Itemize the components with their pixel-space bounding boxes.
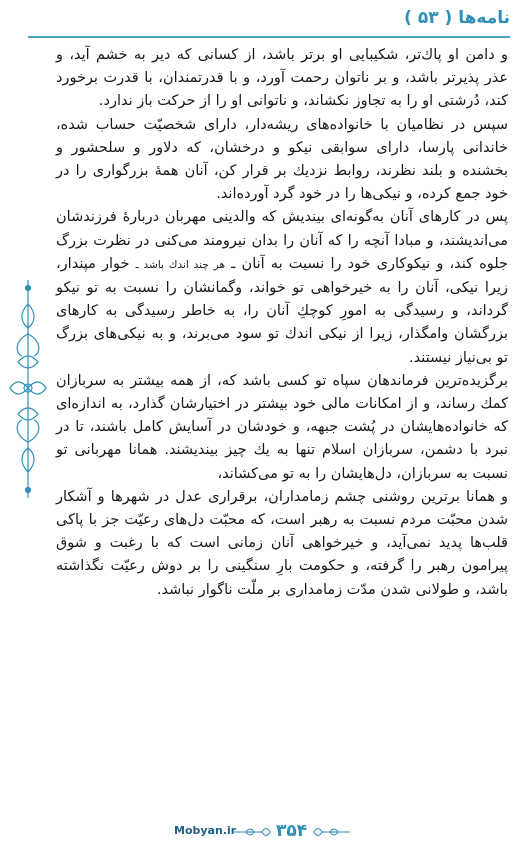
body-text (56, 44, 508, 602)
paragraph-text: خوار مپندار، زيرا نيكی، آنان را به خيرخواهی تو خواند، وگمانشان را نسبت به تو نيكو گرداند، و رسيدگی به امورِ كوچكِ آنان را، به خاطر رسيدگی به كارهای بزرگشان وامگذار، زيرا از نيكی اندك تو سود می‌برند، و به نيكی‌های بزرگ تو بی‌نياز نيستند. (56, 255, 508, 366)
paragraph: سپس در نظاميان با خانواده‌های ريشه‌دار، دارای شخصيّت حساب شده، خاندانی پارسا، دارای سوابقی نيكو و درخشان، كه دلاور و سلحشور و بخشنده و بلند نظرند، روابط نزديك بر قرار كن، آنان همهٔ بزرگواری را در خود جمع كرده، و نيكی‌ها را در خود گرد آورده‌اند. (56, 116, 508, 203)
site-watermark: Mobyan.ir (174, 824, 237, 837)
page-number: ۳۵۴ (276, 821, 308, 841)
scroll-flourish-icon (232, 821, 272, 843)
paragraph: و همانا برترين روشنی چشم زمامداران، برقراری عدل در شهرها و آشكار شدن محبّت مردم نسبت به رهبر است، كه محبّت دل‌های رعيّت جز با پاكی قلب‌ها پديد نمی‌آيد، و خيرخواهی آنان زمانی است كه با رغبت و شوق پيرامون رهبر را گرفته، و حكومت بارِ سنگينی را بر دوش رعيّت نگذاشته باشد، و طولانی شدن مدّت زمامداری بر ملّت ناگوار نباشد. (56, 488, 508, 598)
scroll-flourish-icon (312, 821, 352, 843)
paragraph (56, 206, 508, 369)
page-header (28, 6, 510, 38)
paragraph: و دامن او پاك‌تر، شكيبايی او برتر باشد، از كسانی كه دير به خشم آيد، و عذر پذيرتر باشد، و بر ناتوان رحمت آورد، و با قدرتمندان، با قدرت برخورد كند، دُرشتی او را به تجاوز نكشاند، و ناتوانی او را از حركت باز ندارد. (56, 47, 508, 110)
paragraph-text: پس در كارهای آنان به‌گونه‌ای بينديش كه والدينی مهربان دربارهٔ فرزندشان می‌انديشند، و مبادا آنچه را كه آنان را بدان نيرومند می‌كنی در نظرت بزرگ جلوه كند، و نيكوكاری خود را نسبت به آنان ـ (56, 209, 509, 272)
floral-arabesque-ornament-icon (6, 278, 50, 500)
parenthetical-note: هر چند اندك باشد ـ (135, 258, 226, 271)
paragraph: برگزيده‌ترين فرماندهان سپاه تو كسی باشد كه، از همه بيشتر به سربازان كمك رساند، و از امكانات مالی خود بيشتر در اختيارشان گذارد، به اندازه‌ای كه خانواده‌هايشان در پُشت جبهه، و خودشان در آسايش كامل باشند، تا در نبرد با دشمن، سربازان اسلام تنها به يك چيز بينديشند. همانا مهربانی تو نسبت به سربازان، دل‌هايشان را به تو می‌كشاند، (56, 372, 508, 482)
page-title: نامه‌ها ( ۵۳ ) (404, 8, 510, 28)
page-footer (0, 821, 520, 845)
